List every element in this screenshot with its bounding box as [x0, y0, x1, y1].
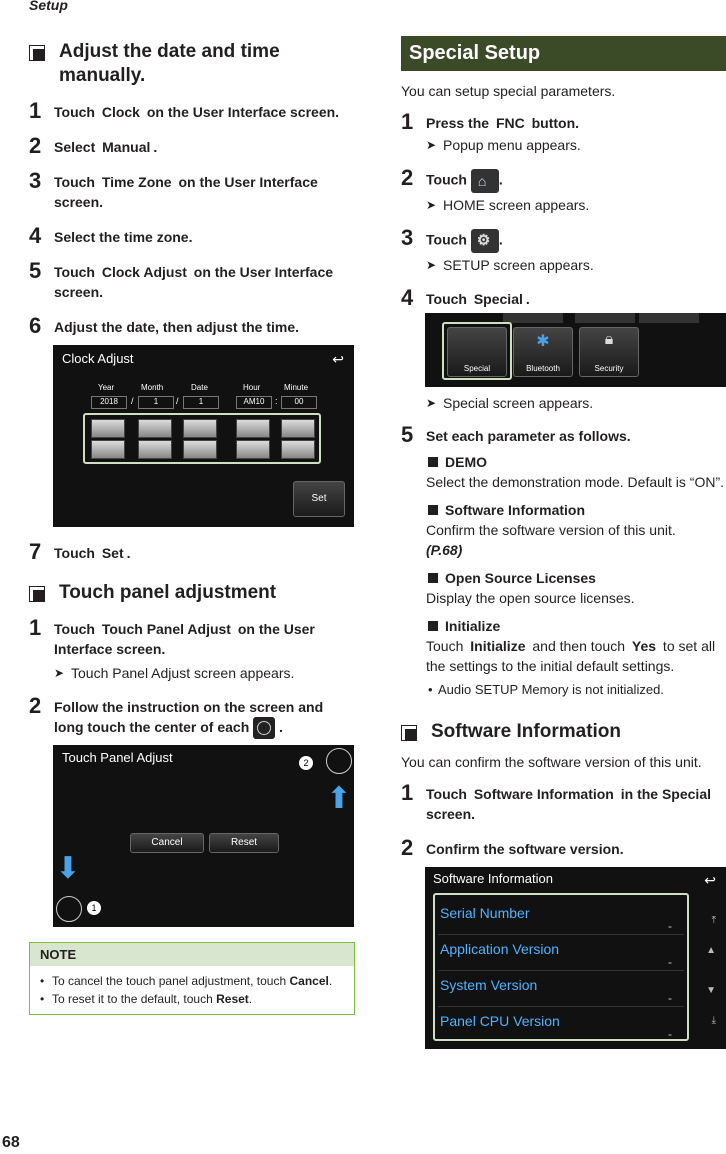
reset-button[interactable]: Reset	[209, 833, 279, 853]
step-7: 7 Touch Set .	[29, 539, 131, 564]
arrow-icon: ➤	[426, 396, 437, 410]
result-line: ➤ Special screen appears.	[426, 395, 594, 411]
arrow-icon: ➤	[426, 258, 437, 272]
special-step-2: 2 Touch ⌂ .	[401, 169, 726, 193]
setup-screen-screenshot	[425, 313, 726, 387]
cancel-button[interactable]: Cancel	[130, 833, 204, 853]
scroll-up-icon[interactable]: ▲	[706, 945, 716, 956]
minute-up-button[interactable]	[281, 419, 315, 438]
up-arrow-icon: ⬆	[326, 782, 352, 816]
intro-text: You can setup special parameters.	[401, 83, 616, 99]
section-square-icon	[401, 725, 417, 741]
key-label: Special	[473, 291, 523, 307]
result-line: ➤ HOME screen appears.	[426, 197, 590, 213]
screen-title: Clock Adjust	[62, 351, 134, 366]
date-down-button[interactable]	[183, 440, 217, 459]
param-heading: Initialize	[426, 616, 726, 636]
screen-title: Touch Panel Adjust	[62, 750, 173, 766]
special-step-3: 3 Touch ⚙ .	[401, 229, 726, 253]
section-heading-software: Software Information	[401, 720, 726, 744]
arrow-icon: ➤	[426, 198, 437, 212]
home-icon[interactable]: ⌂	[471, 169, 499, 193]
touch-step-2: 2 Follow the instruction on the screen and long touch the center of each .	[29, 697, 355, 739]
hour-down-button[interactable]	[236, 440, 270, 459]
right-column	[401, 36, 726, 1049]
section-square-icon	[29, 586, 45, 602]
step-1: 1 Touch Clock on the User Interface screen.	[29, 98, 340, 123]
key-label: FNC	[495, 115, 525, 131]
down-arrow-icon: ⬇	[55, 852, 81, 886]
result-line: ➤ Touch Panel Adjust screen appears.	[54, 665, 295, 681]
hour-up-button[interactable]	[236, 419, 270, 438]
clock-adjust-screenshot: Clock Adjust ↩ Year Month Date Hour Minute 2018 / 1 / 1 AM10 : 00 Set	[53, 345, 354, 527]
special-step-1: 1 Press the FNC button.	[401, 109, 580, 134]
date-up-button[interactable]	[183, 419, 217, 438]
key-label: Set	[101, 545, 124, 561]
bluetooth-icon: ✱	[536, 333, 550, 350]
param-heading: DEMO	[426, 452, 726, 472]
param-desc: Confirm the software version of this unit.	[426, 522, 676, 538]
note-item: • To reset it to the default, touch Reset.	[40, 990, 354, 1008]
key-label: Manual	[102, 139, 151, 155]
note-box	[29, 942, 355, 1015]
arrow-icon: ➤	[426, 138, 437, 152]
sw-intro: You can confirm the software version of this unit.	[401, 754, 702, 770]
left-column	[29, 40, 355, 1015]
section-heading-date: Adjust the date and time manually.	[29, 40, 329, 88]
bluetooth-icon-button[interactable]: ✱ Bluetooth	[513, 327, 573, 377]
note-title: NOTE	[30, 943, 354, 966]
step-5: 5 Touch Clock Adjust on the User Interface screen.	[29, 258, 334, 300]
key-label: Clock Adjust	[101, 264, 187, 280]
touch-step-1: 1 Touch Touch Panel Adjust on the User Interface screen.	[29, 615, 315, 657]
special-step-5: 5 Set each parameter as follows.	[401, 422, 631, 447]
touch-panel-screenshot: Touch Panel Adjust 2 ⬆ Cancel Reset ⬇ 1	[53, 745, 354, 927]
page-number: 68	[2, 1134, 20, 1151]
step-2: 2 Select Manual .	[29, 133, 158, 158]
key-label: Touch Panel Adjust	[101, 621, 231, 637]
param-desc: Touch Initialize and then touch Yes to set all the settings to the initial default settings.	[426, 638, 716, 674]
special-icon-button[interactable]: Special	[447, 327, 507, 377]
arrow-icon: ➤	[54, 666, 65, 680]
note-item: • To cancel the touch panel adjustment, touch Cancel.	[40, 972, 354, 990]
scroll-bottom-icon[interactable]: ⤓	[711, 1015, 716, 1026]
target-crosshair-icon[interactable]	[326, 748, 352, 774]
scroll-down-icon[interactable]: ▼	[706, 985, 716, 996]
gear-icon[interactable]: ⚙	[471, 229, 499, 253]
list-item: Application Version -	[438, 935, 684, 971]
list-item: Panel CPU Version -	[440, 1013, 672, 1041]
screen-title: Software Information	[433, 871, 553, 886]
crosshair-icon	[253, 717, 275, 739]
key-label: Software Information	[473, 786, 614, 802]
sw-step-1: 1 Touch Software Information in the Special screen.	[401, 780, 711, 822]
key-label: Initialize	[470, 638, 526, 654]
special-setup-title: Special Setup	[401, 36, 726, 71]
section-heading-touch: Touch panel adjustment	[29, 581, 355, 605]
bullet-note: • Audio SETUP Memory is not initialized.	[428, 682, 664, 697]
result-line: ➤ Popup menu appears.	[426, 137, 581, 153]
year-down-button[interactable]	[91, 440, 125, 459]
year-up-button[interactable]	[91, 419, 125, 438]
key-label: Time Zone	[101, 174, 172, 190]
security-icon-button[interactable]: 🔒︎ Security	[579, 327, 639, 377]
param-desc: Select the demonstration mode. Default is “ON”.	[426, 474, 725, 490]
section-square-icon	[29, 45, 45, 61]
list-item: Serial Number -	[438, 899, 684, 935]
key-label: Yes	[631, 638, 657, 654]
sw-step-2: 2 Confirm the software version.	[401, 835, 624, 860]
month-down-button[interactable]	[138, 440, 172, 459]
month-up-button[interactable]	[138, 419, 172, 438]
list-item: System Version -	[438, 971, 684, 1007]
result-line: ➤ SETUP screen appears.	[426, 257, 594, 273]
minute-down-button[interactable]	[281, 440, 315, 459]
lock-icon: 🔒︎	[604, 331, 614, 348]
page-header-tag: Setup	[29, 0, 68, 13]
param-heading: Open Source Licenses	[426, 568, 726, 588]
param-heading: Software Information	[426, 500, 726, 520]
back-icon[interactable]: ↩	[332, 351, 344, 367]
page-ref[interactable]: (P.68)	[426, 542, 463, 558]
step-6: 6 Adjust the date, then adjust the time.	[29, 313, 300, 338]
software-info-screenshot	[425, 867, 726, 1049]
param-desc: Display the open source licenses.	[426, 590, 635, 606]
set-button[interactable]: Set	[293, 481, 345, 517]
back-icon[interactable]: ↩	[704, 872, 716, 888]
target-crosshair-icon[interactable]	[56, 896, 82, 922]
special-step-4: 4 Touch Special .	[401, 285, 530, 310]
key-label: Clock	[101, 104, 140, 120]
step-3: 3 Touch Time Zone on the User Interface screen.	[29, 168, 318, 210]
step-4: 4 Select the time zone.	[29, 223, 193, 248]
scroll-top-icon[interactable]: ⤒	[711, 915, 716, 926]
